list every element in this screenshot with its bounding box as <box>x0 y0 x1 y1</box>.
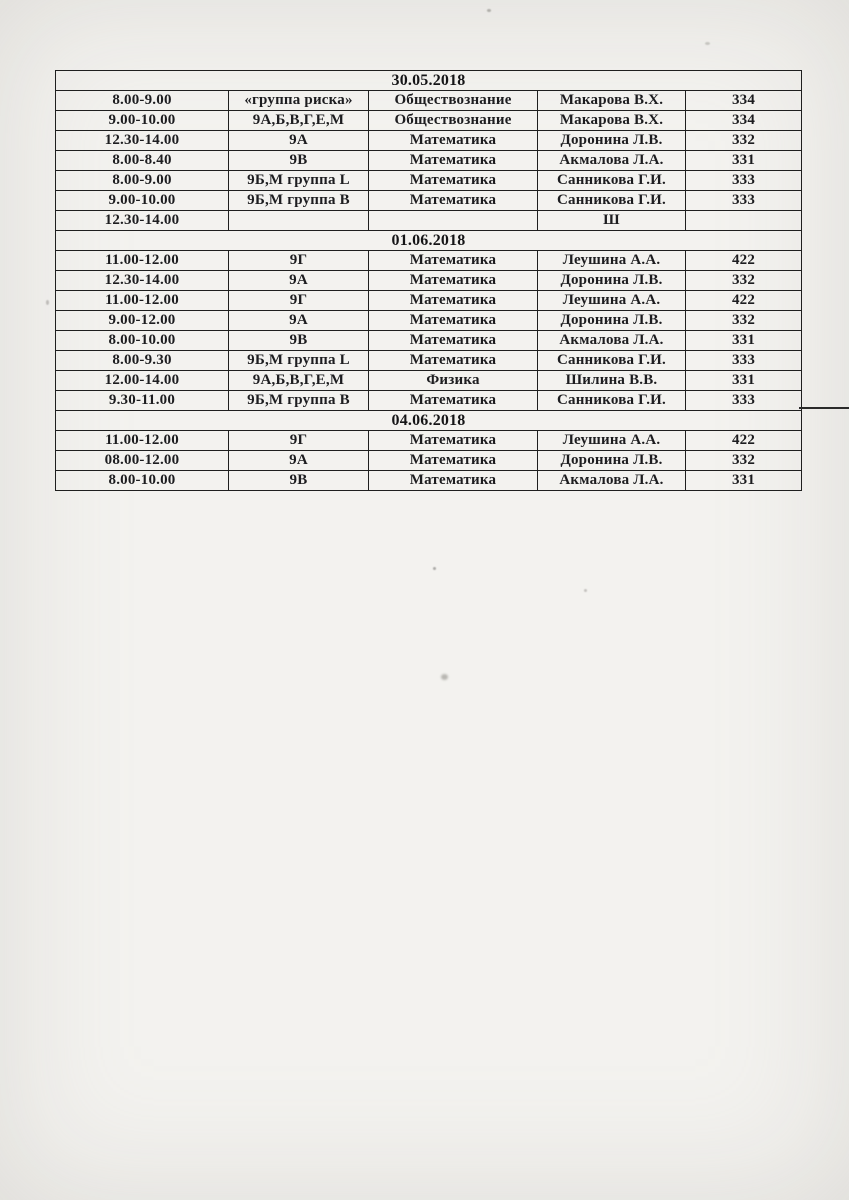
scan-speck <box>433 567 436 570</box>
cell-subject: Математика <box>369 271 538 291</box>
cell-time: 11.00-12.00 <box>56 251 229 271</box>
cell-room: 332 <box>686 311 802 331</box>
cell-time: 9.30-11.00 <box>56 391 229 411</box>
table-row <box>56 251 802 271</box>
schedule-table-body <box>56 71 802 491</box>
cell-group: 9А,Б,В,Г,Е,М <box>229 371 369 391</box>
cell-subject: Математика <box>369 351 538 371</box>
cell-room <box>686 211 802 231</box>
cell-time: 08.00-12.00 <box>56 451 229 471</box>
cell-room: 333 <box>686 391 802 411</box>
cell-time: 12.30-14.00 <box>56 131 229 151</box>
table-row <box>56 371 802 391</box>
cell-group: 9Г <box>229 291 369 311</box>
cell-room: 331 <box>686 331 802 351</box>
cell-time: 12.30-14.00 <box>56 271 229 291</box>
cell-group: 9А <box>229 311 369 331</box>
table-row <box>56 351 802 371</box>
scan-speck <box>705 42 710 45</box>
cell-group: 9Г <box>229 251 369 271</box>
cell-time: 11.00-12.00 <box>56 291 229 311</box>
cell-subject: Математика <box>369 331 538 351</box>
cell-subject: Математика <box>369 311 538 331</box>
table-row <box>56 191 802 211</box>
cell-subject: Математика <box>369 191 538 211</box>
cell-teacher: Акмалова Л.А. <box>538 331 686 351</box>
table-row <box>56 111 802 131</box>
cell-time: 9.00-10.00 <box>56 111 229 131</box>
table-row <box>56 171 802 191</box>
cell-subject: Математика <box>369 171 538 191</box>
cell-teacher: Леушина А.А. <box>538 431 686 451</box>
cell-room: 332 <box>686 271 802 291</box>
cell-group: 9Г <box>229 431 369 451</box>
cell-group: 9В <box>229 331 369 351</box>
date-header-row <box>56 411 802 431</box>
cell-subject: Математика <box>369 291 538 311</box>
cell-subject: Математика <box>369 471 538 491</box>
cell-room: 332 <box>686 451 802 471</box>
table-row <box>56 271 802 291</box>
cell-room: 331 <box>686 471 802 491</box>
cell-time: 12.30-14.00 <box>56 211 229 231</box>
cell-time: 9.00-12.00 <box>56 311 229 331</box>
scan-speck <box>487 9 491 12</box>
cell-subject: Математика <box>369 391 538 411</box>
cell-teacher: Леушина А.А. <box>538 291 686 311</box>
cell-teacher: Санникова Г.И. <box>538 391 686 411</box>
cell-teacher: Санникова Г.И. <box>538 191 686 211</box>
cell-group: 9А <box>229 271 369 291</box>
cell-subject: Математика <box>369 451 538 471</box>
cell-group: 9В <box>229 471 369 491</box>
cell-subject: Математика <box>369 251 538 271</box>
cell-group: 9Б,М группа L <box>229 171 369 191</box>
cell-subject: Математика <box>369 151 538 171</box>
cell-time: 12.00-14.00 <box>56 371 229 391</box>
table-row <box>56 131 802 151</box>
cell-time: 8.00-9.00 <box>56 91 229 111</box>
cell-group: 9А,Б,В,Г,Е,М <box>229 111 369 131</box>
cell-subject: Математика <box>369 131 538 151</box>
cell-teacher: Акмалова Л.А. <box>538 471 686 491</box>
cell-teacher: Доронина Л.В. <box>538 271 686 291</box>
cell-teacher: Санникова Г.И. <box>538 351 686 371</box>
cell-room: 332 <box>686 131 802 151</box>
cell-teacher: Макарова В.Х. <box>538 111 686 131</box>
scan-speck <box>441 674 448 680</box>
cell-time: 8.00-10.00 <box>56 331 229 351</box>
cell-teacher: Доронина Л.В. <box>538 311 686 331</box>
cell-room: 334 <box>686 91 802 111</box>
cell-teacher: Леушина А.А. <box>538 251 686 271</box>
cell-group: 9Б,М группа В <box>229 191 369 211</box>
cell-room: 333 <box>686 171 802 191</box>
scan-artifact-line <box>799 407 849 409</box>
cell-group: «группа риска» <box>229 91 369 111</box>
cell-time: 9.00-10.00 <box>56 191 229 211</box>
table-row <box>56 391 802 411</box>
table-row <box>56 91 802 111</box>
cell-room: 422 <box>686 291 802 311</box>
cell-subject: Физика <box>369 371 538 391</box>
cell-teacher: Акмалова Л.А. <box>538 151 686 171</box>
table-row <box>56 431 802 451</box>
cell-time: 8.00-8.40 <box>56 151 229 171</box>
table-row <box>56 151 802 171</box>
table-row <box>56 451 802 471</box>
cell-teacher: Ш <box>538 211 686 231</box>
date-header-row <box>56 231 802 251</box>
cell-room: 334 <box>686 111 802 131</box>
cell-group: 9В <box>229 151 369 171</box>
cell-subject <box>369 211 538 231</box>
table-row <box>56 471 802 491</box>
cell-subject: Обществознание <box>369 111 538 131</box>
date-header-row <box>56 71 802 91</box>
cell-room: 331 <box>686 371 802 391</box>
cell-time: 11.00-12.00 <box>56 431 229 451</box>
cell-group <box>229 211 369 231</box>
cell-group: 9А <box>229 131 369 151</box>
table-row <box>56 331 802 351</box>
cell-time: 8.00-9.30 <box>56 351 229 371</box>
cell-teacher: Санникова Г.И. <box>538 171 686 191</box>
cell-room: 333 <box>686 351 802 371</box>
cell-group: 9Б,М группа L <box>229 351 369 371</box>
cell-teacher: Шилина В.В. <box>538 371 686 391</box>
cell-group: 9Б,М группа В <box>229 391 369 411</box>
table-row <box>56 311 802 331</box>
table-row <box>56 211 802 231</box>
cell-teacher: Доронина Л.В. <box>538 131 686 151</box>
table-row <box>56 291 802 311</box>
cell-teacher: Доронина Л.В. <box>538 451 686 471</box>
date-header: 01.06.2018 <box>56 231 802 251</box>
schedule-table <box>55 70 802 491</box>
cell-room: 422 <box>686 431 802 451</box>
cell-room: 333 <box>686 191 802 211</box>
cell-teacher: Макарова В.Х. <box>538 91 686 111</box>
cell-time: 8.00-10.00 <box>56 471 229 491</box>
cell-room: 422 <box>686 251 802 271</box>
cell-time: 8.00-9.00 <box>56 171 229 191</box>
cell-subject: Обществознание <box>369 91 538 111</box>
date-header: 30.05.2018 <box>56 71 802 91</box>
cell-room: 331 <box>686 151 802 171</box>
scan-speck <box>46 300 49 305</box>
scan-speck <box>584 589 587 592</box>
cell-group: 9А <box>229 451 369 471</box>
date-header: 04.06.2018 <box>56 411 802 431</box>
cell-subject: Математика <box>369 431 538 451</box>
